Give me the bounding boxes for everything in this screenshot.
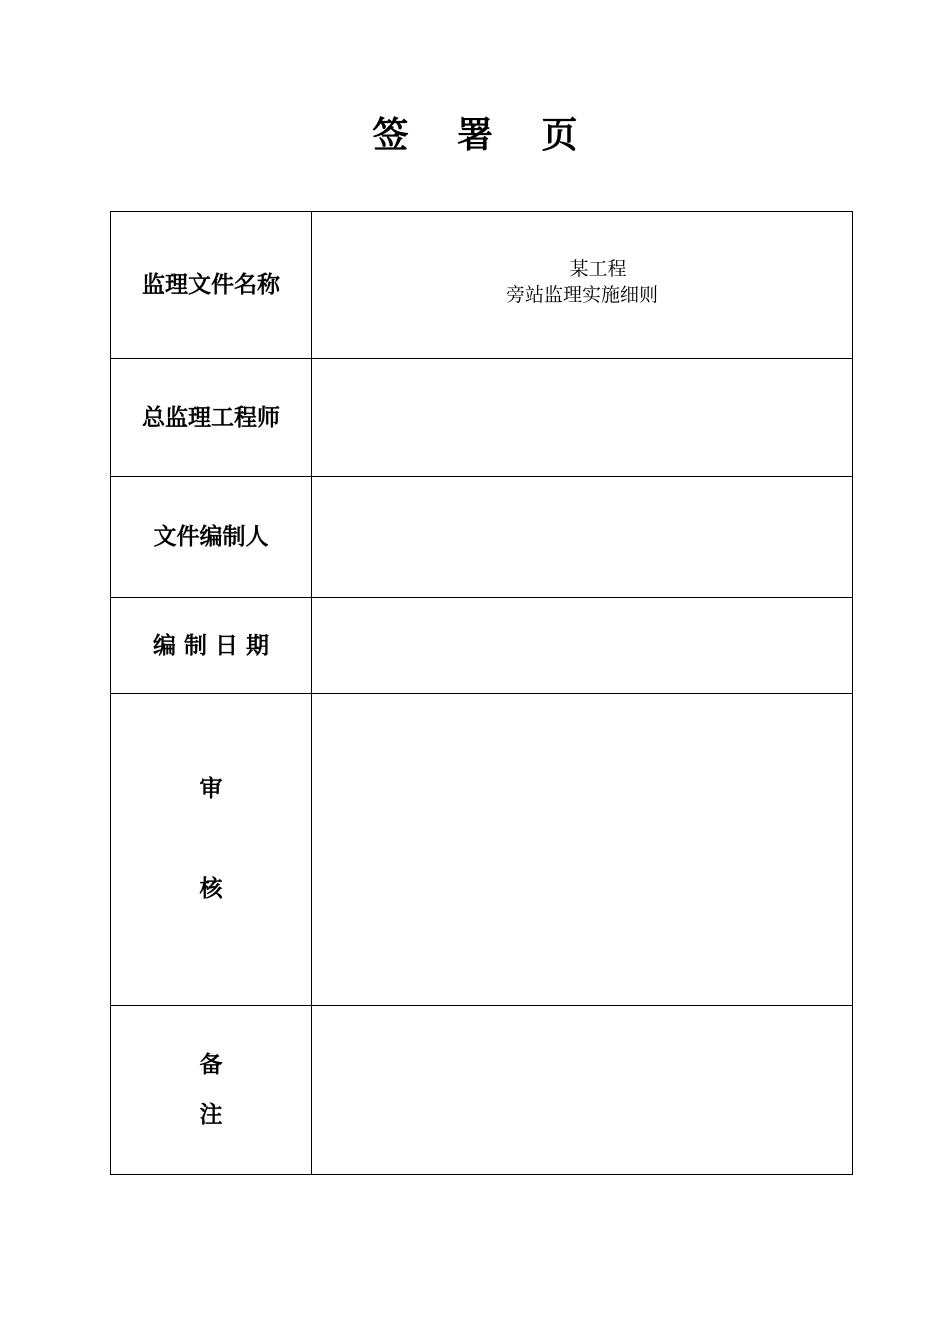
remarks-cell[interactable] <box>312 1006 853 1175</box>
document-name-line-1: 某工程 <box>569 258 627 280</box>
table-row-remarks <box>111 1006 853 1175</box>
table-row-document-name <box>111 212 853 359</box>
document-author-cell[interactable] <box>312 477 853 598</box>
review-cell[interactable] <box>312 694 853 1006</box>
remarks-label-char-2: 注 <box>199 1102 223 1128</box>
review-label-char-1: 审 <box>199 776 223 802</box>
compile-date-cell[interactable] <box>312 598 853 694</box>
label-cell <box>111 477 312 598</box>
compile-date-label: 编 制 日 期 <box>152 632 270 659</box>
label-cell <box>111 1006 312 1175</box>
document-name-label: 监理文件名称 <box>142 272 280 298</box>
review-label <box>111 694 311 904</box>
table-row-review <box>111 694 853 1006</box>
chief-engineer-label: 总监理工程师 <box>142 404 280 431</box>
signature-table <box>110 211 853 1175</box>
review-label-char-2: 核 <box>199 876 223 902</box>
label-cell <box>111 359 312 477</box>
table-row-document-author <box>111 477 853 598</box>
document-name-cell[interactable] <box>312 212 853 359</box>
label-cell <box>111 212 312 359</box>
label-cell <box>111 598 312 694</box>
remarks-label <box>111 1006 311 1130</box>
chief-engineer-cell[interactable] <box>312 359 853 477</box>
document-name-line-2: 旁站监理实施细则 <box>505 284 658 306</box>
table-row-compile-date <box>111 598 853 694</box>
label-cell <box>111 694 312 1006</box>
page-title: 签 署 页 <box>372 115 596 156</box>
document-author-label: 文件编制人 <box>153 524 269 550</box>
table-row-chief-engineer <box>111 359 853 477</box>
document-name-value <box>312 256 852 308</box>
remarks-label-char-1: 备 <box>199 1052 223 1078</box>
